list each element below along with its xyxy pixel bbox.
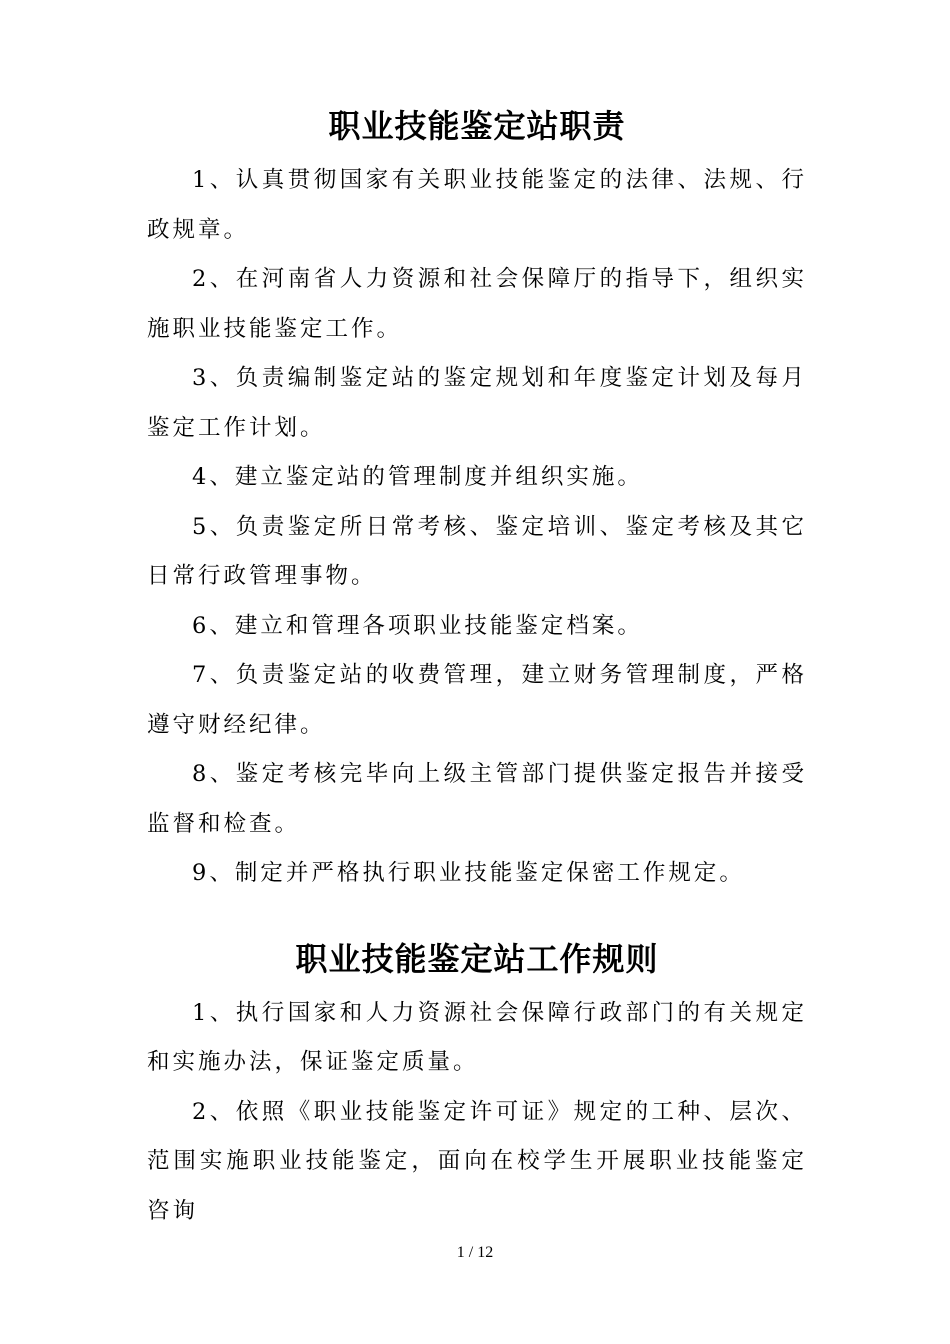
- paragraph-duty-2: 2、在河南省人力资源和社会保障厅的指导下，组织实施职业技能鉴定工作。: [147, 266, 807, 342]
- section-work-rules: [147, 929, 807, 1237]
- section-duties: [147, 96, 807, 899]
- paragraph-rule-2: 2、依照《职业技能鉴定许可证》规定的工种、层次、范围实施职业技能鉴定，面向在校学生开展职业技能鉴定咨询: [147, 1098, 807, 1224]
- paragraph-duty-1: 1、认真贯彻国家有关职业技能鉴定的法律、法规、行政规章。: [147, 167, 807, 243]
- paragraph-duty-5: 5、负责鉴定所日常考核、鉴定培训、鉴定考核及其它日常行政管理事物。: [147, 513, 807, 589]
- section-title-work-rules: 职业技能鉴定站工作规则: [295, 939, 659, 978]
- paragraph-duty-7: 7、负责鉴定站的收费管理，建立财务管理制度，严格遵守财经纪律。: [147, 662, 807, 738]
- paragraph-duty-6: 6、建立和管理各项职业技能鉴定档案。: [192, 612, 643, 639]
- paragraph-duty-3: 3、负责编制鉴定站的鉴定规划和年度鉴定计划及每月鉴定工作计划。: [147, 365, 807, 441]
- page-number: 1 / 12: [456, 1244, 494, 1261]
- section-title-duties: 职业技能鉴定站职责: [328, 107, 626, 145]
- paragraph-duty-8: 8、鉴定考核完毕向上级主管部门提供鉴定报告并接受监督和检查。: [147, 761, 807, 837]
- paragraph-rule-1: 1、执行国家和人力资源社会保障行政部门的有关规定和实施办法，保证鉴定质量。: [147, 999, 807, 1075]
- paragraph-duty-4: 4、建立鉴定站的管理制度并组织实施。: [192, 464, 643, 490]
- paragraph-duty-9: 9、制定并严格执行职业技能鉴定保密工作规定。: [192, 860, 745, 886]
- document-content: [147, 96, 807, 1236]
